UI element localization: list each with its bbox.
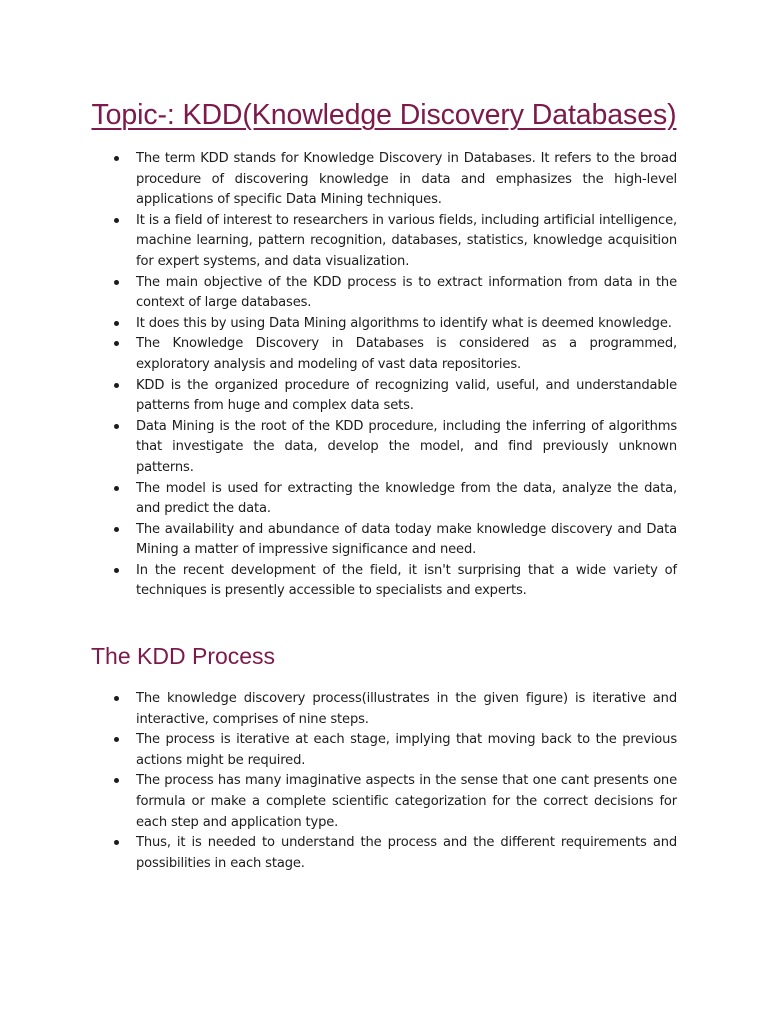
bullet-dot-icon [114, 383, 119, 388]
list-item-text: The process has many imaginative aspects in the sense that one cant presents one formula or make a complete scientific categorization for the correct decisions for each step and application type. [136, 773, 677, 830]
process-bullet-list [136, 689, 677, 874]
list-item [136, 833, 677, 874]
list-item [136, 479, 677, 520]
list-item [136, 417, 677, 479]
bullet-dot-icon [114, 527, 119, 532]
bullet-dot-icon [114, 156, 119, 161]
bullet-dot-icon [114, 321, 119, 326]
list-item [136, 771, 677, 833]
list-item-text: The term KDD stands for Knowledge Discovery in Databases. It refers to the broad procedure of discovering knowledge in data and emphasizes the high-level applications of specific Data Mining techniques. [136, 151, 677, 208]
list-item-text: In the recent development of the field, it isn't surprising that a wide variety of techniques is presently accessible to specialists and experts. [136, 562, 677, 599]
section-heading: The KDD Process [91, 643, 276, 669]
list-item [136, 211, 677, 273]
list-item [136, 730, 677, 771]
list-item [136, 376, 677, 417]
page-title: Topic-: KDD(Knowledge Discovery Databases) [91, 99, 677, 131]
intro-bullet-list [136, 149, 677, 602]
list-item [136, 520, 677, 561]
bullet-dot-icon [114, 737, 119, 742]
list-item [136, 273, 677, 314]
list-item-text: KDD is the organized procedure of recognizing valid, useful, and understandable patterns from huge and complex data sets. [136, 377, 677, 414]
list-item [136, 149, 677, 211]
list-item-text: It does this by using Data Mining algorithms to identify what is deemed knowledge. [136, 315, 672, 331]
bullet-dot-icon [114, 568, 119, 573]
list-item [136, 689, 677, 730]
list-item-text: The availability and abundance of data today make knowledge discovery and Data Mining a matter of impressive significance and need. [136, 521, 677, 558]
list-item-text: The Knowledge Discovery in Databases is considered as a programmed, exploratory analysis and modeling of vast data repositories. [136, 336, 677, 372]
list-item-text: The model is used for extracting the knowledge from the data, analyze the data, and predict the data. [136, 480, 677, 517]
bullet-dot-icon [114, 341, 119, 346]
bullet-dot-icon [114, 424, 119, 429]
bullet-dot-icon [114, 280, 119, 285]
bullet-dot-icon [114, 696, 119, 701]
list-item-text: It is a field of interest to researchers in various fields, including artificial intelligence, machine learning, pattern recognition, databases, statistics, knowledge acquisition for expert systems, and data visualization. [136, 212, 677, 269]
list-item-text: The main objective of the KDD process is to extract information from data in the context of large databases. [136, 274, 677, 311]
bullet-dot-icon [114, 218, 119, 223]
list-item-text: The knowledge discovery process(illustrates in the given figure) is iterative and interactive, comprises of nine steps. [136, 691, 677, 727]
bullet-dot-icon [114, 486, 119, 491]
list-item-text: Data Mining is the root of the KDD procedure, including the inferring of algorithms that investigate the data, develop the model, and find previously unknown patterns. [136, 418, 677, 475]
bullet-dot-icon [114, 840, 119, 845]
list-item-text: Thus, it is needed to understand the process and the different requirements and possibilities in each stage. [136, 835, 677, 871]
list-item [136, 314, 677, 335]
bullet-dot-icon [114, 778, 119, 783]
list-item [136, 334, 677, 375]
list-item [136, 561, 677, 602]
list-item-text: The process is iterative at each stage, implying that moving back to the previous actions might be required. [136, 732, 677, 768]
